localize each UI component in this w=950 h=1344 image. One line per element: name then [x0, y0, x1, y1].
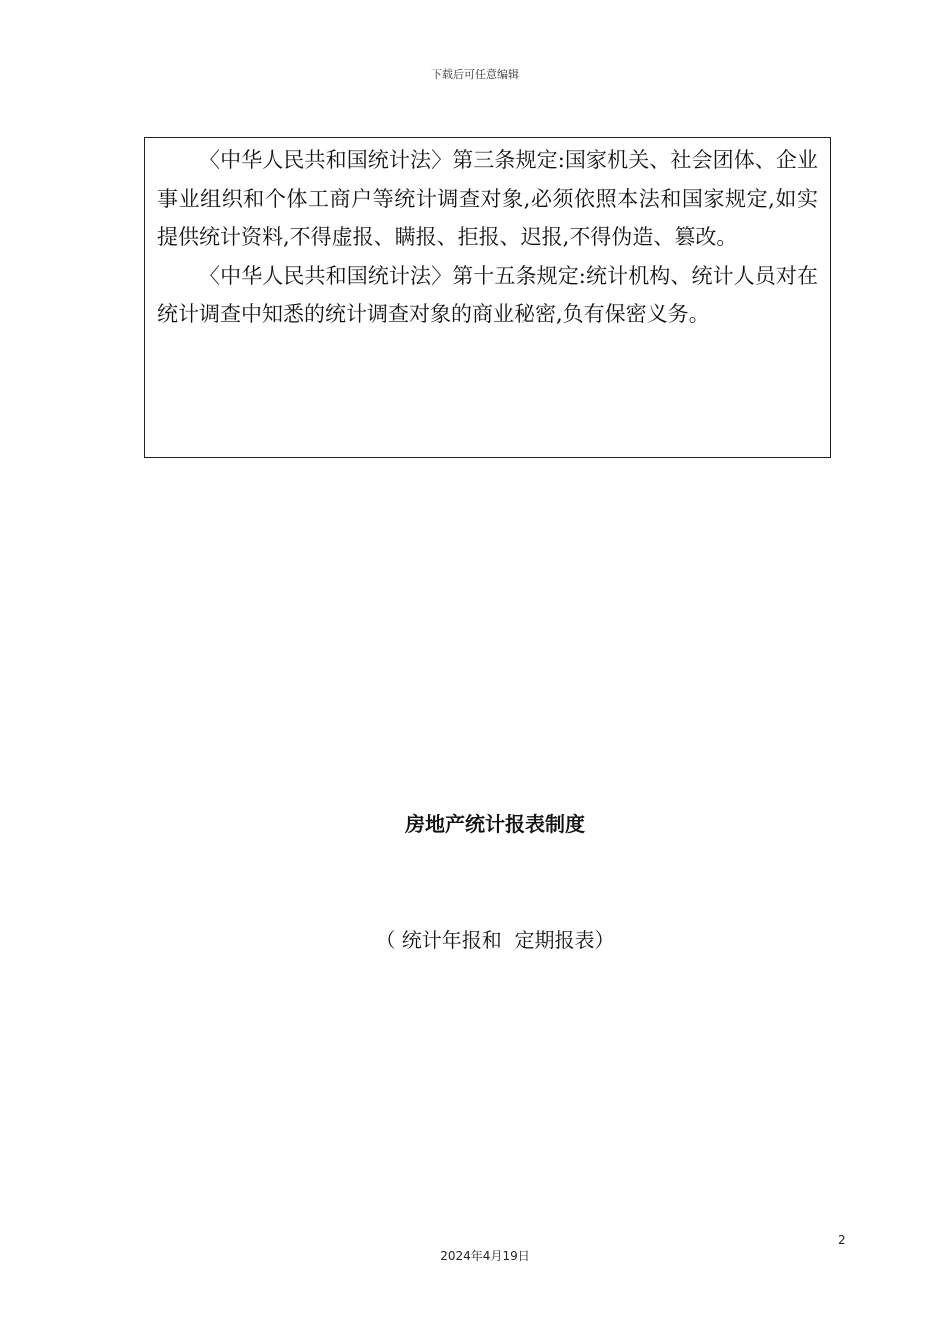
notice-paragraph-article-3: 〈中华人民共和国统计法〉第三条规定:国家机关、社会团体、企业事业组织和个体工商户等统计调查对象,必须依照本法和国家规定,如实提供统计资料,不得虚报、瞒报、拒报、迟报,不得伪造、篡改。 — [157, 148, 818, 249]
header-note: 下载后可任意编辑 — [431, 68, 519, 81]
page-number: 2 — [838, 1233, 846, 1247]
document-subtitle: （ 统计年报和 定期报表） — [375, 928, 615, 952]
legal-notice-box — [144, 137, 831, 458]
notice-paragraph-article-15: 〈中华人民共和国统计法〉第十五条规定:统计机构、统计人员对在统计调查中知悉的统计调查对象的商业秘密,负有保密义务。 — [157, 263, 818, 326]
footer-date: 2024年4月19日 — [440, 1249, 530, 1263]
document-title: 房地产统计报表制度 — [405, 812, 585, 836]
